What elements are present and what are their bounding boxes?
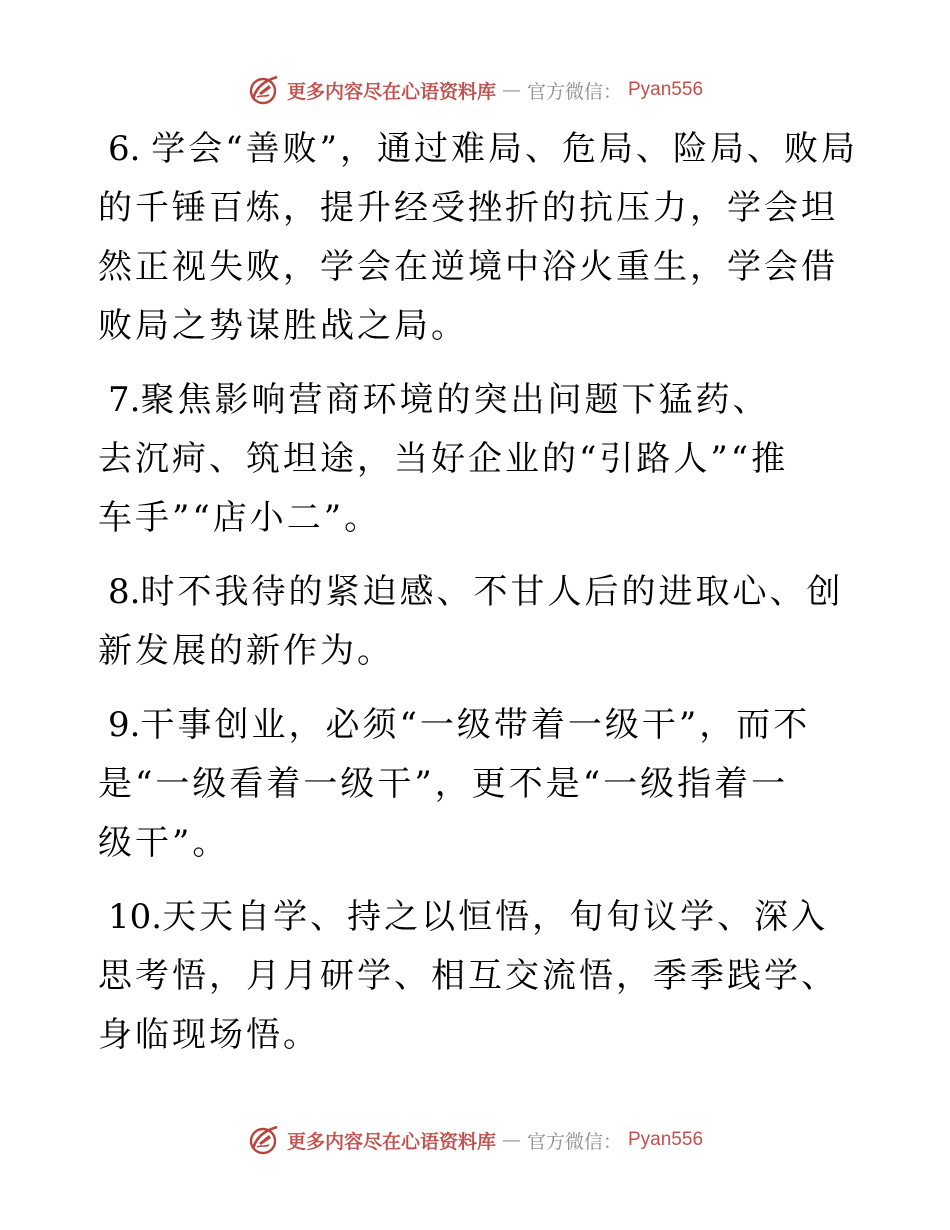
footer-brand-text: 更多内容尽在心语资料库 — [286, 1130, 496, 1153]
paragraph-text: 时不我待的紧迫感、不甘人后的进取心、创新发展的新作为。 — [98, 572, 844, 671]
paragraph-number: 8. — [108, 572, 141, 612]
footer-wechat-label: 官方微信： — [526, 1130, 622, 1153]
paragraph-10 — [98, 888, 858, 1065]
paragraph-8 — [98, 563, 858, 681]
paragraph-number: 7. — [108, 380, 141, 420]
header-separator: — — [501, 79, 521, 101]
paragraph-text: 干事创业，必须“一级带着一级干”，而不是“一级看着一级干”，更不是“一级指着一级干”。 — [98, 705, 811, 863]
header-banner — [0, 70, 950, 110]
header-wechat-id: Pyan556 — [628, 79, 704, 100]
paragraph-number: 10. — [108, 897, 163, 937]
brand-logo-icon — [247, 73, 281, 107]
paragraph-7 — [98, 371, 798, 548]
paragraph-text: 天天自学、持之以恒悟，旬旬议学、深入思考悟，月月研学、相互交流悟，季季践学、身临现场悟。 — [98, 897, 838, 1055]
header-wechat-label: 官方微信： — [526, 80, 622, 103]
paragraph-9 — [98, 696, 823, 873]
header-brand-text: 更多内容尽在心语资料库 — [286, 80, 496, 103]
footer-separator: — — [501, 1129, 521, 1151]
footer-wechat-id: Pyan556 — [628, 1129, 704, 1150]
paragraph-number: 6. — [108, 129, 152, 169]
brand-logo-icon — [247, 1123, 281, 1157]
paragraph-text: 聚焦影响营商环境的突出问题下猛药、去沉疴、筑坦途，当好企业的“引路人”“推车手”“店小二”。 — [98, 380, 789, 538]
document-body — [98, 120, 858, 1080]
paragraph-text: 学会“善败”，通过难局、危局、险局、败局的千锤百炼，提升经受挫折的抗压力，学会坦然正视失败，学会在逆境中浴火重生，学会借败局之势谋胜战之局。 — [98, 129, 859, 346]
paragraph-number: 9. — [108, 705, 141, 745]
footer-banner — [0, 1120, 950, 1160]
paragraph-6 — [98, 120, 858, 356]
